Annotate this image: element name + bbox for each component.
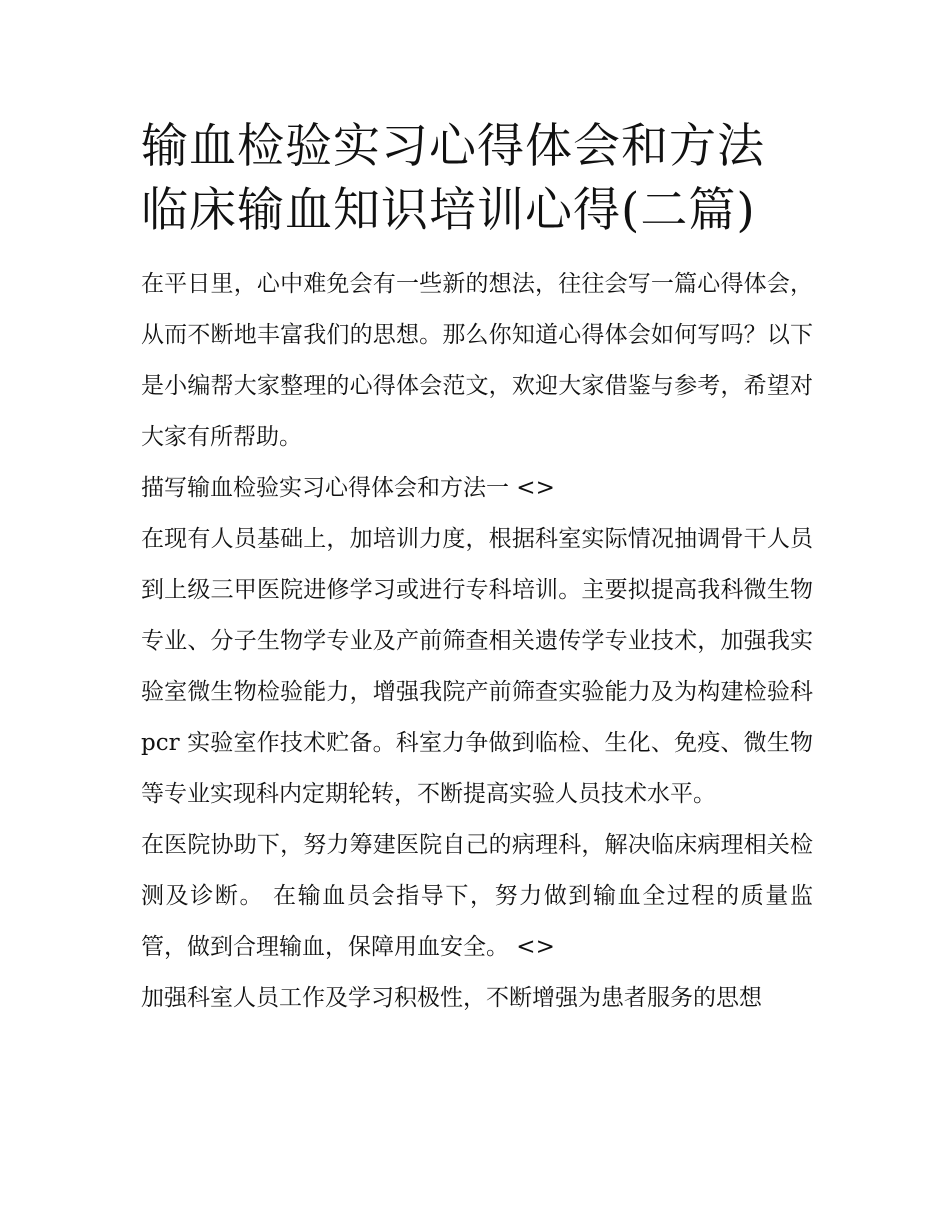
body-paragraph-staff: 加强科室人员工作及学习积极性，不断增强为患者服务的思想 xyxy=(141,985,762,1011)
document-body xyxy=(141,115,813,1024)
document-title xyxy=(141,115,813,243)
title-line-1: 输血检验实习心得体会和方法 xyxy=(141,119,765,174)
title-line-2: 临床输血知识培训心得(二篇) xyxy=(141,183,756,238)
intro-paragraph: 在平日里，心中难免会有一些新的想法，往往会写一篇心得体会，从而不断地丰富我们的思想。那么你知道心得体会如何写吗？以下是小编帮大家整理的心得体会范文，欢迎大家借鉴与参考，希望对大家有所帮助。 xyxy=(141,271,813,450)
section-heading: 描写输血检验实习心得体会和方法一 <> xyxy=(141,475,555,501)
body-paragraph-training: 在现有人员基础上，加培训力度，根据科室实际情况抽调骨干人员到上级三甲医院进修学习或进行专科培训。主要拟提高我科微生物专业、分子生物学专业及产前筛查相关遗传学专业技术，加强我实验室微生物检验能力，增强我院产前筛查实验能力及为构建检验科 pcr 实验室作技术贮备。科室力争做到临检、生化、免疫、微生物等专业实现科内定期轮转，不断提高实验人员技术水平。 xyxy=(141,526,813,807)
body-paragraph-pathology: 在医院协助下，努力筹建医院自己的病理科，解决临床病理相关检测及诊断。 在输血员会指导下，努力做到输血全过程的质量监管，做到合理输血，保障用血安全。 <> xyxy=(141,832,813,960)
